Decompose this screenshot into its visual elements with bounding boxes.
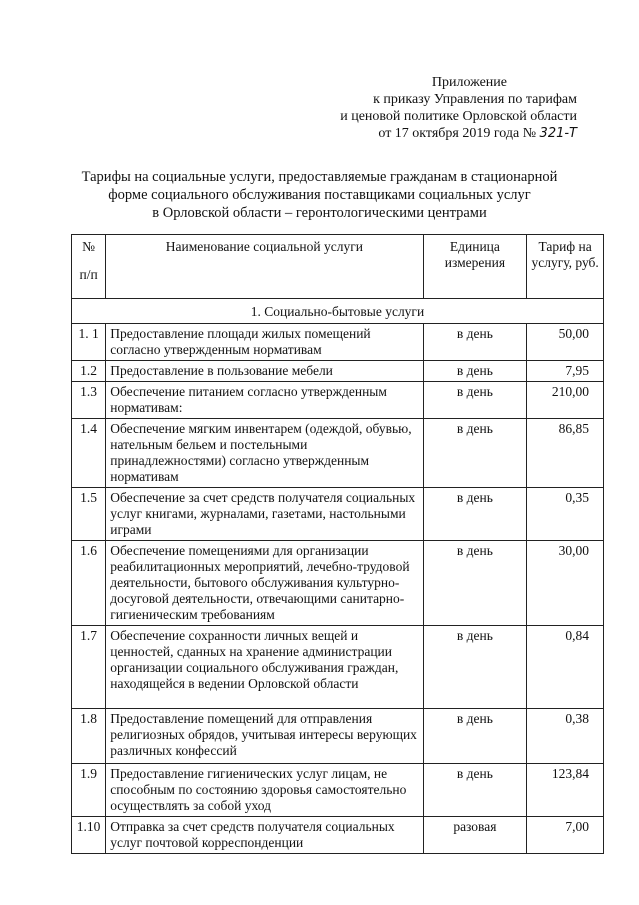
row-unit: в день	[423, 419, 527, 488]
table-row	[72, 764, 604, 817]
row-num: 1.2	[72, 361, 106, 382]
table-row	[72, 382, 604, 419]
table-row	[72, 626, 604, 709]
row-num: 1.7	[72, 626, 106, 709]
row-name: Предоставление помещений для отправления религиозных обрядов, учитывая интересы верующих различных конфессий	[106, 709, 423, 764]
appendix-line-order: к приказу Управления по тарифам	[373, 92, 577, 107]
title-line-1: Тарифы на социальные услуги, предоставляемые гражданам в стационарной	[81, 169, 558, 185]
order-number-handwritten: 321-Т	[539, 126, 577, 141]
row-tariff: 30,00	[527, 541, 604, 626]
row-unit: в день	[423, 541, 527, 626]
header-name: Наименование социальной услуги	[106, 235, 423, 299]
table-row	[72, 419, 604, 488]
row-num: 1.5	[72, 488, 106, 541]
row-num: 1.8	[72, 709, 106, 764]
table-header-row	[72, 235, 604, 299]
title-line-2: форме социального обслуживания поставщиками социальных услуг	[108, 187, 531, 203]
section-row	[72, 299, 604, 324]
row-tariff: 7,00	[527, 817, 604, 854]
appendix-line-date	[340, 125, 577, 142]
row-name: Предоставление площади жилых помещений согласно утвержденным нормативам	[106, 324, 423, 361]
row-tariff: 210,00	[527, 382, 604, 419]
row-tariff: 123,84	[527, 764, 604, 817]
row-num: 1.9	[72, 764, 106, 817]
row-tariff: 0,38	[527, 709, 604, 764]
row-unit: в день	[423, 361, 527, 382]
row-unit: в день	[423, 324, 527, 361]
document-title	[30, 168, 609, 222]
table-row	[72, 324, 604, 361]
tariff-table	[71, 234, 604, 854]
section-title: 1. Социально-бытовые услуги	[72, 299, 604, 324]
table-row	[72, 488, 604, 541]
header-tariff: Тариф на услугу, руб.	[527, 235, 604, 299]
row-unit: в день	[423, 382, 527, 419]
row-name: Обеспечение питанием согласно утвержденным нормативам:	[106, 382, 423, 419]
table-row	[72, 709, 604, 764]
row-unit: в день	[423, 709, 527, 764]
row-unit: разовая	[423, 817, 527, 854]
row-unit: в день	[423, 626, 527, 709]
table-row	[72, 361, 604, 382]
row-name: Обеспечение мягким инвентарем (одеждой, обувью, нательным бельем и постельными принадлежностями) согласно утвержденным нормативам	[106, 419, 423, 488]
row-name: Обеспечение помещениями для организации реабилитационных мероприятий, лечебно-трудовой деятельности, бытового обслуживания культурно-досуговой деятельности, отвечающими санитарно-гигиеническим требованиям	[106, 541, 423, 626]
header-num-label: №	[82, 239, 96, 254]
row-unit: в день	[423, 488, 527, 541]
row-name: Отправка за счет средств получателя социальных услуг почтовой корреспонденции	[106, 817, 423, 854]
table-row	[72, 817, 604, 854]
header-num	[72, 235, 106, 299]
row-num: 1. 1	[72, 324, 106, 361]
table-row	[72, 541, 604, 626]
appendix-block	[340, 74, 577, 142]
row-name: Обеспечение сохранности личных вещей и ценностей, сданных на хранение администрации организации социального обслуживания граждан, находящейся в ведении Орловской области	[106, 626, 423, 709]
row-num: 1.4	[72, 419, 106, 488]
header-unit: Единица измерения	[423, 235, 527, 299]
row-num: 1.3	[72, 382, 106, 419]
order-date: от 17 октября 2019 года №	[378, 126, 537, 141]
appendix-line-authority: и ценовой политике Орловской области	[340, 109, 577, 124]
row-unit: в день	[423, 764, 527, 817]
row-num: 1.10	[72, 817, 106, 854]
row-tariff: 86,85	[527, 419, 604, 488]
row-name: Обеспечение за счет средств получателя социальных услуг книгами, журналами, газетами, настольными играми	[106, 488, 423, 541]
row-tariff: 0,35	[527, 488, 604, 541]
row-name: Предоставление гигиенических услуг лицам, не способным по состоянию здоровья самостоятельно осуществлять за собой уход	[106, 764, 423, 817]
appendix-title: Приложение	[431, 75, 507, 90]
row-tariff: 7,95	[527, 361, 604, 382]
title-line-3: в Орловской области – геронтологическими центрами	[152, 205, 487, 221]
row-num: 1.6	[72, 541, 106, 626]
row-name: Предоставление в пользование мебели	[106, 361, 423, 382]
row-tariff: 50,00	[527, 324, 604, 361]
header-num-sub: п/п	[79, 267, 98, 282]
row-tariff: 0,84	[527, 626, 604, 709]
